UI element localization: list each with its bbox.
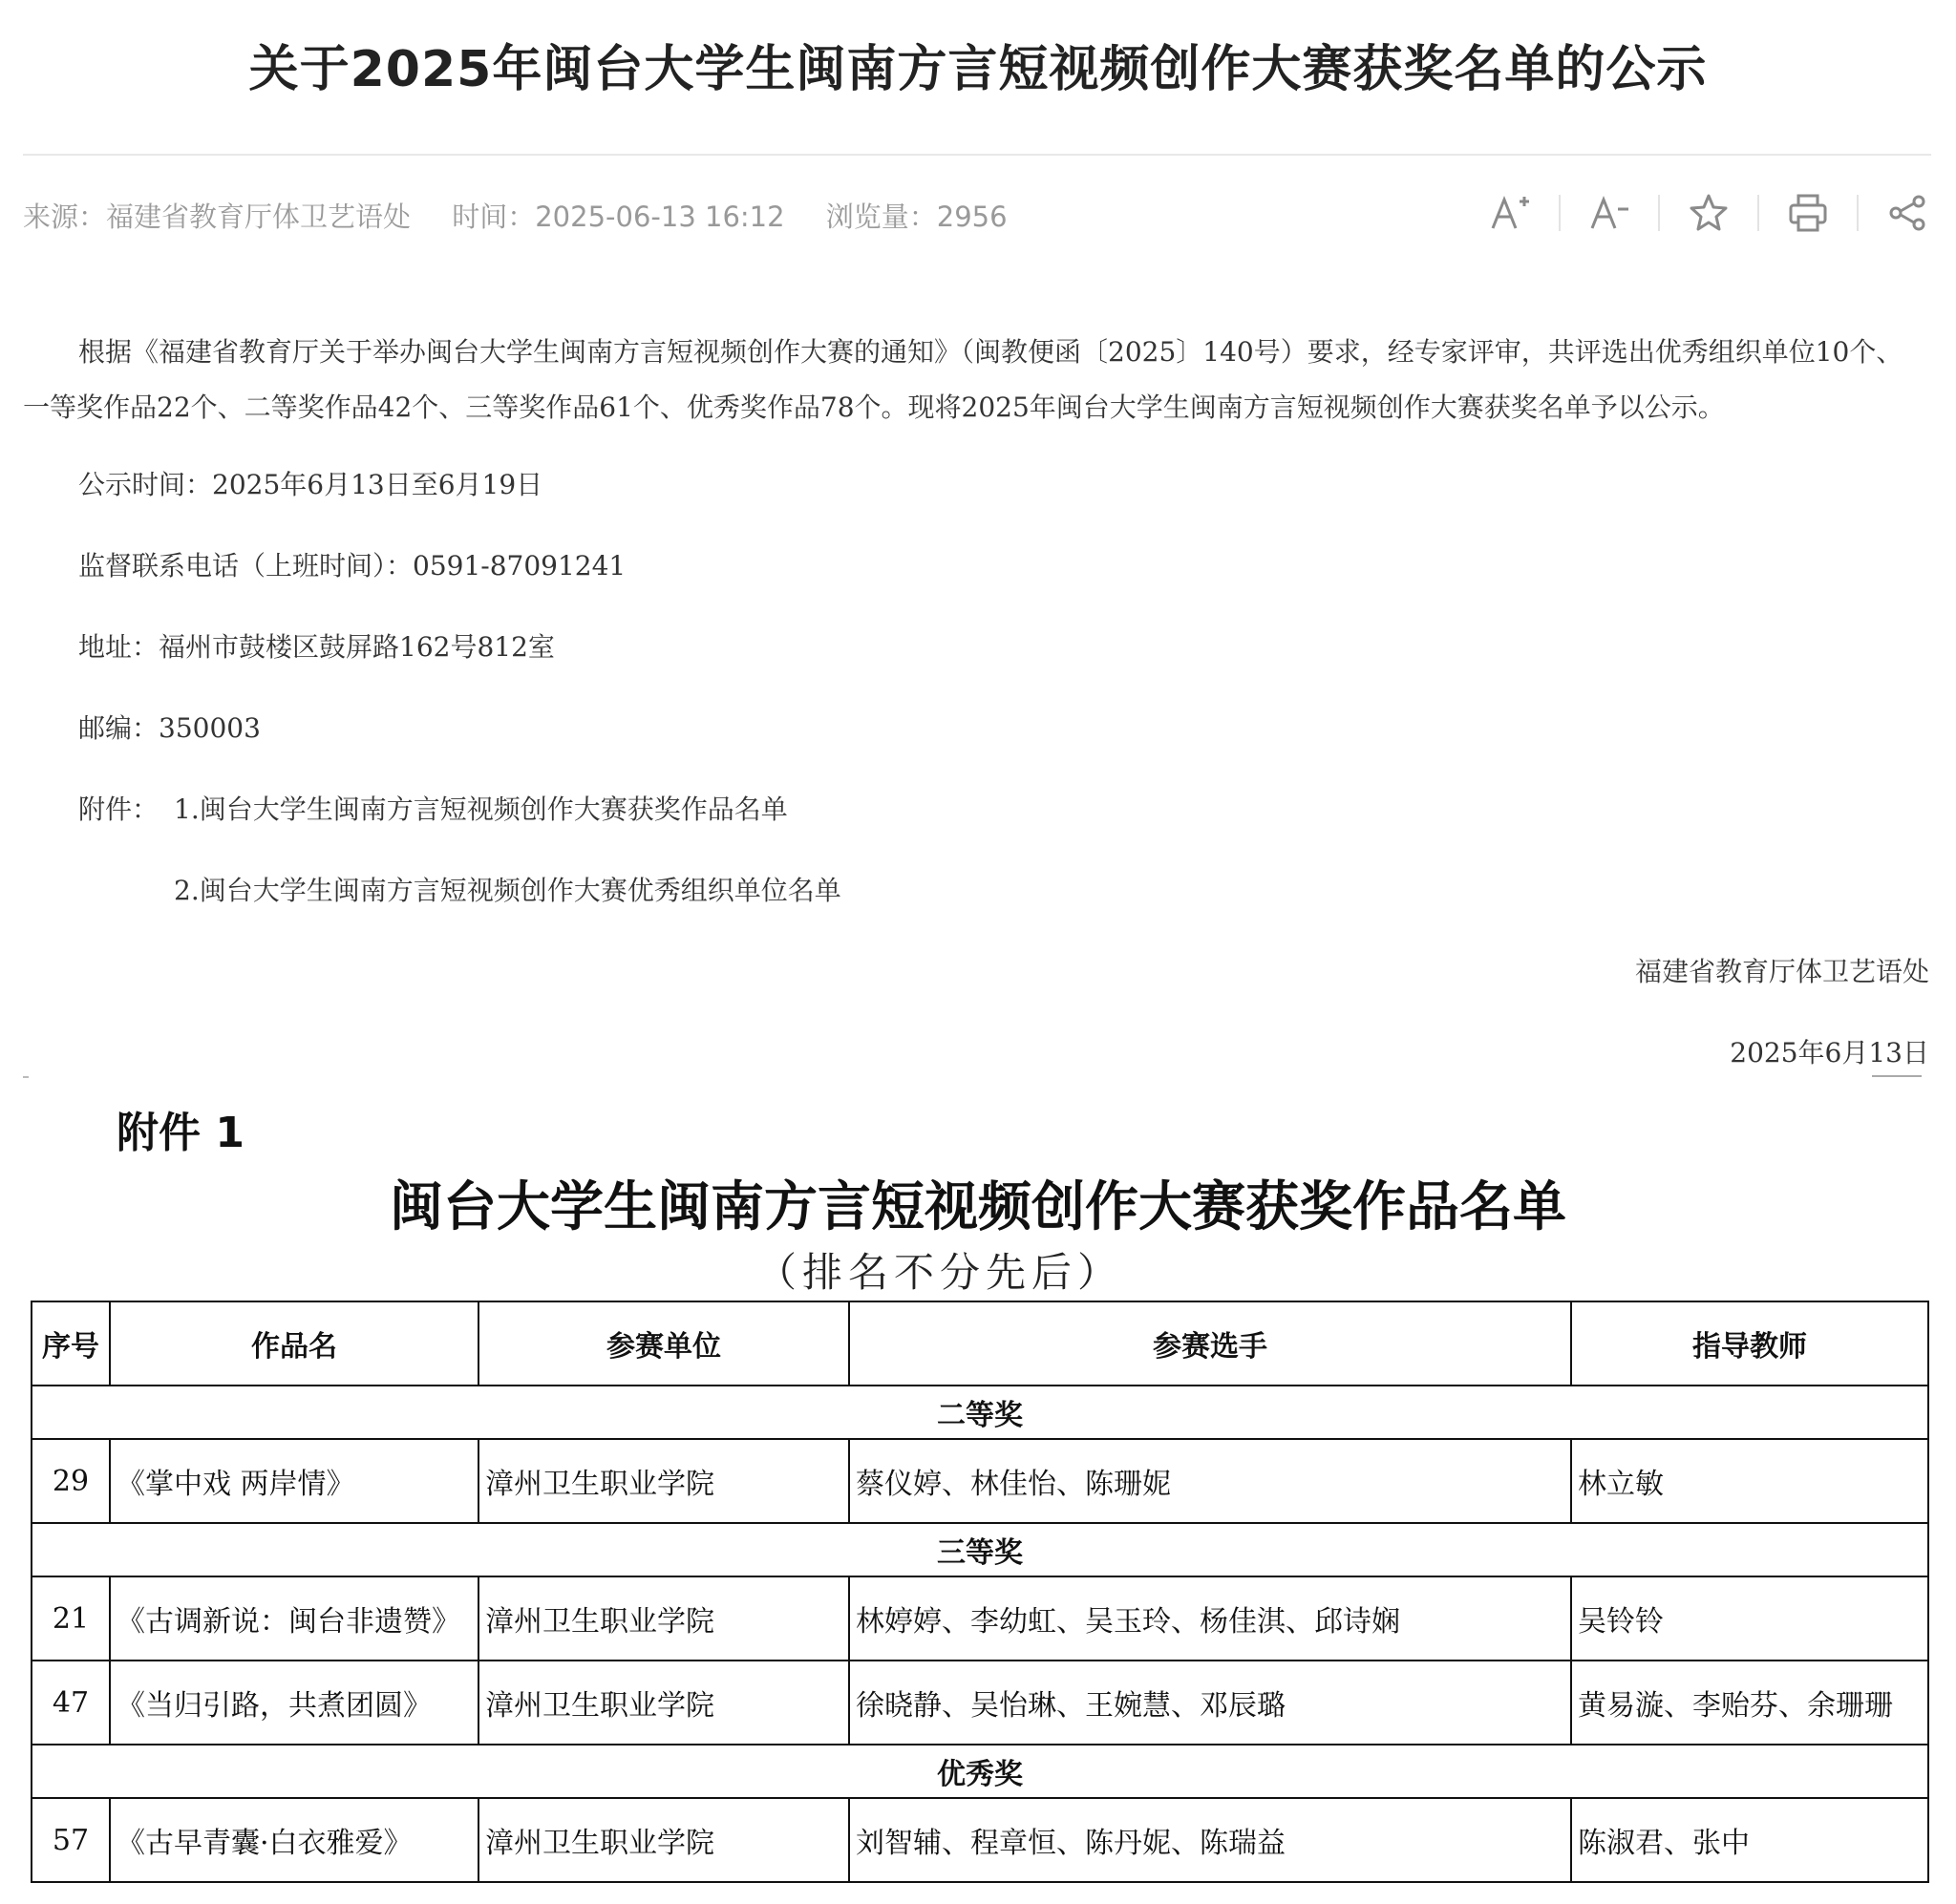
attachment-link-1[interactable]: 1.闽台大学生闽南方言短视频创作大赛获奖作品名单 <box>174 793 788 825</box>
cell-advisor: 林立敏 <box>1571 1439 1928 1523</box>
toolbar-divider <box>1559 195 1561 231</box>
cell-index: 57 <box>32 1798 110 1882</box>
favorite-button[interactable] <box>1679 189 1738 237</box>
meta-source: 来源：福建省教育厅体卫艺语处 <box>23 201 412 233</box>
article-toolbar <box>1480 189 1937 237</box>
category-row <box>32 1745 1928 1798</box>
category-label: 二等奖 <box>32 1386 1928 1439</box>
table-header-row <box>32 1301 1928 1386</box>
star-icon <box>1688 192 1730 234</box>
cell-unit: 漳州卫生职业学院 <box>478 1576 849 1661</box>
share-icon <box>1886 192 1928 234</box>
cell-unit: 漳州卫生职业学院 <box>478 1661 849 1745</box>
attachment-link-2[interactable]: 2.闽台大学生闽南方言短视频创作大赛优秀组织单位名单 <box>174 875 841 906</box>
article-title: 关于2025年闽台大学生闽南方言短视频创作大赛获奖名单的公示 <box>248 41 1708 98</box>
cell-index: 21 <box>32 1576 110 1661</box>
divider-mark <box>23 1076 29 1078</box>
cell-contestants: 蔡仪婷、林佳怡、陈珊妮 <box>849 1439 1571 1523</box>
cell-index: 47 <box>32 1661 110 1745</box>
cell-contestants: 刘智辅、程章恒、陈丹妮、陈瑞益 <box>849 1798 1571 1882</box>
header-advisor: 指导教师 <box>1571 1301 1928 1386</box>
print-button[interactable] <box>1778 189 1838 237</box>
contact-address: 地址：福州市鼓楼区鼓屏路162号812室 <box>78 631 555 663</box>
font-increase-icon <box>1489 192 1531 234</box>
meta-views: 浏览量：2956 <box>825 201 1008 233</box>
notice-period: 公示时间：2025年6月13日至6月19日 <box>78 469 543 500</box>
cell-work: 《当归引路，共煮团圆》 <box>110 1661 478 1745</box>
meta-time: 时间：2025-06-13 16:12 <box>452 201 785 233</box>
award-table <box>31 1301 1929 1883</box>
header-index: 序号 <box>32 1301 110 1386</box>
cell-contestants: 徐晓静、吴怡琳、王婉慧、邓辰璐 <box>849 1661 1571 1745</box>
cell-work: 《古调新说：闽台非遗赞》 <box>110 1576 478 1661</box>
signature-org: 福建省教育厅体卫艺语处 <box>1634 956 1929 987</box>
category-row <box>32 1523 1928 1576</box>
category-label: 三等奖 <box>32 1523 1928 1576</box>
attachments-label: 附件： <box>78 793 159 825</box>
award-list-title: 闽台大学生闽南方言短视频创作大赛获奖作品名单 <box>390 1175 1566 1238</box>
contact-phone: 监督联系电话（上班时间）：0591-87091241 <box>78 550 627 582</box>
header-unit: 参赛单位 <box>478 1301 849 1386</box>
cell-index: 29 <box>32 1439 110 1523</box>
toolbar-divider <box>1757 195 1759 231</box>
cell-advisor: 吴铃铃 <box>1571 1576 1928 1661</box>
table-row <box>32 1798 1928 1882</box>
cell-work: 《掌中戏 两岸情》 <box>110 1439 478 1523</box>
font-decrease-button[interactable] <box>1580 189 1639 237</box>
postcode: 邮编：350003 <box>78 712 261 744</box>
category-row <box>32 1386 1928 1439</box>
cell-work: 《古早青囊·白衣雅爱》 <box>110 1798 478 1882</box>
share-button[interactable] <box>1878 189 1937 237</box>
date-underline <box>1872 1075 1922 1077</box>
table-row <box>32 1439 1928 1523</box>
font-increase-button[interactable] <box>1480 189 1540 237</box>
toolbar-divider <box>1857 195 1859 231</box>
header-contestants: 参赛选手 <box>849 1301 1571 1386</box>
font-decrease-icon <box>1588 192 1630 234</box>
title-divider <box>23 154 1931 156</box>
cell-advisor: 黄易漩、李贻芬、余珊珊 <box>1571 1661 1928 1745</box>
table-row <box>32 1661 1928 1745</box>
cell-advisor: 陈淑君、张中 <box>1571 1798 1928 1882</box>
printer-icon <box>1787 192 1829 234</box>
cell-contestants: 林婷婷、李幼虹、吴玉玲、杨佳淇、邱诗娴 <box>849 1576 1571 1661</box>
signature-date: 2025年6月13日 <box>1730 1037 1929 1068</box>
table-row <box>32 1576 1928 1661</box>
article-meta <box>23 196 1040 235</box>
cell-unit: 漳州卫生职业学院 <box>478 1439 849 1523</box>
toolbar-divider <box>1658 195 1660 231</box>
cell-unit: 漳州卫生职业学院 <box>478 1798 849 1882</box>
header-work: 作品名 <box>110 1301 478 1386</box>
award-list-subtitle: （排名不分先后） <box>755 1249 1123 1296</box>
attachment-label: 附件 1 <box>117 1109 244 1157</box>
category-label: 优秀奖 <box>32 1745 1928 1798</box>
intro-paragraph: 根据《福建省教育厅关于举办闽台大学生闽南方言短视频创作大赛的通知》（闽教便函〔2025〕140号）要求，经专家评审，共评选出优秀组织单位10个、一等奖作品22个、二等奖作品42个、三等奖作品61个、优秀奖作品78个。现将2025年闽台大学生闽南方言短视频创作大赛获奖名单予以公示。 <box>23 336 1903 423</box>
